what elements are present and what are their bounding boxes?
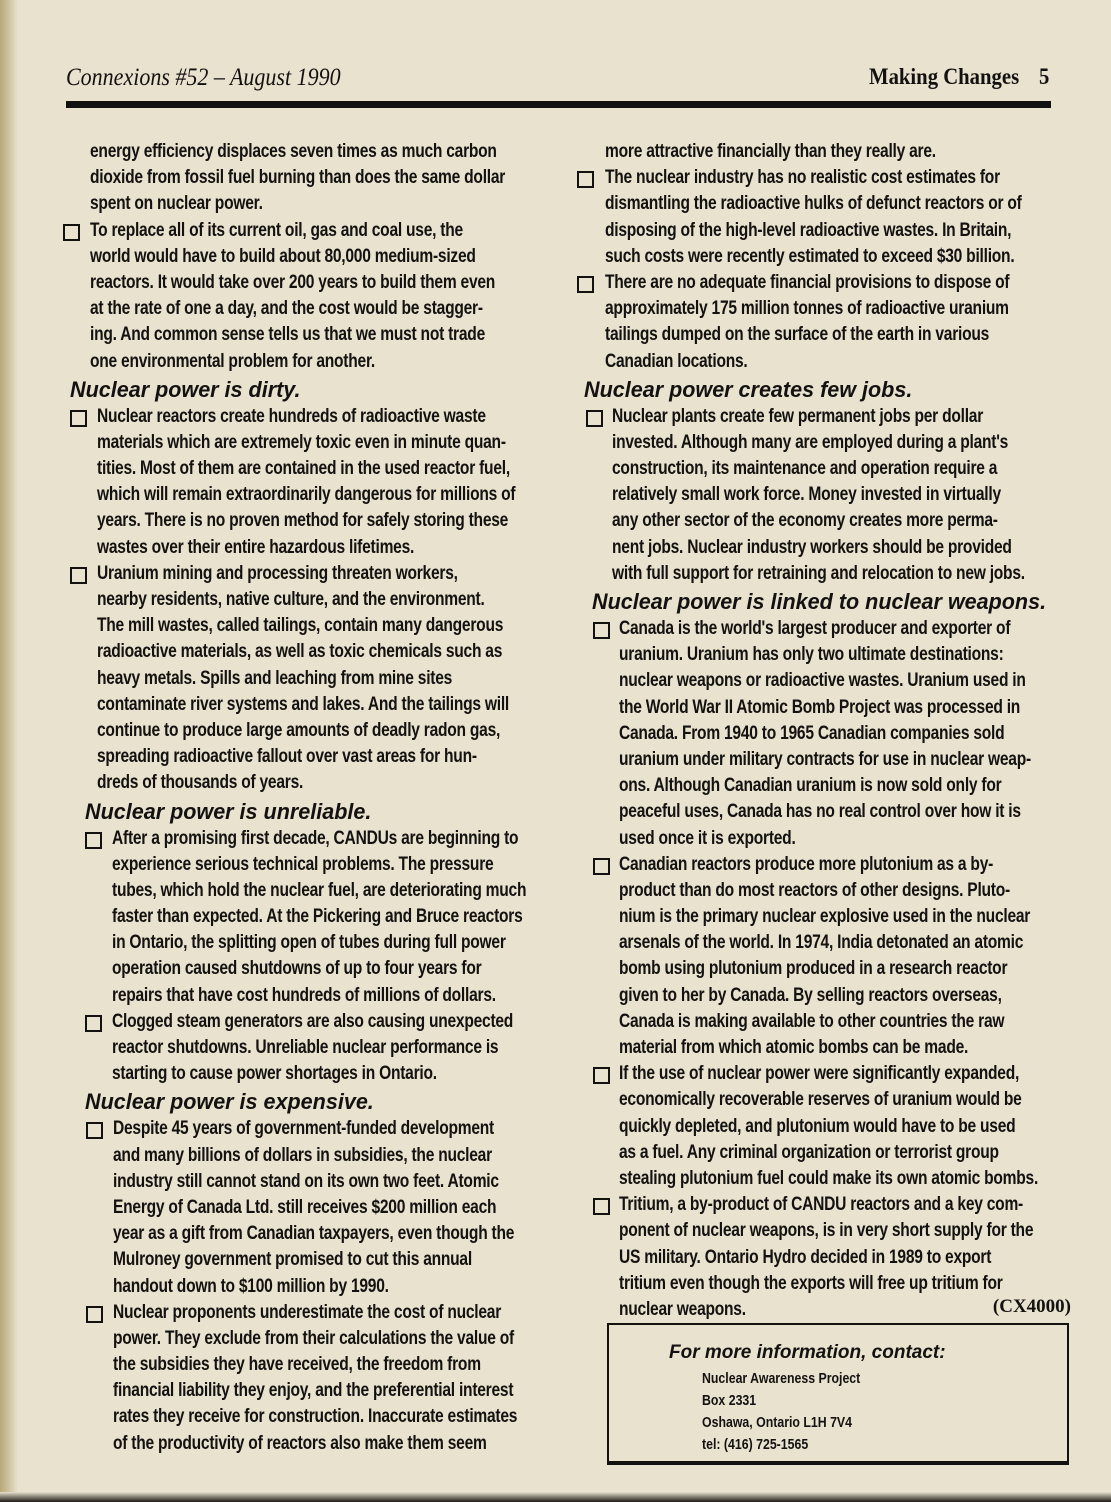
list-item	[0, 1192, 1111, 1323]
text-line: Clogged steam generators are also causing unexpected	[112, 1010, 514, 1032]
text-line: ponent of nuclear weapons, is in very short supply for the	[619, 1220, 1034, 1242]
text-line: disposing of the high-level radioactive wastes. In Britain,	[605, 219, 1012, 241]
text-line: energy efficiency displaces seven times as much carbon	[90, 141, 497, 162]
text-line: year as a gift from Canadian taxpayers, even though the	[113, 1223, 515, 1245]
text-line: contaminate river systems and lakes. And the tailings will	[97, 693, 510, 715]
list-item	[0, 139, 1111, 165]
text-line: materials which are extremely toxic even in minute quan-	[97, 431, 506, 453]
text-line: dismantling the radioactive hulks of defunct reactors or of	[605, 193, 1022, 215]
text-line: dioxide from fossil fuel burning than does the same dollar	[90, 167, 506, 189]
text-line: quickly depleted, and plutonium would have to be used	[619, 1115, 1016, 1137]
text-line: The nuclear industry has no realistic cost estimates for	[605, 167, 1000, 189]
list-item	[0, 616, 1111, 852]
text-line: faster than expected. At the Pickering and Bruce reactors	[112, 906, 523, 928]
list-item	[0, 165, 1111, 270]
list-item	[0, 852, 1111, 1062]
text-line: power. They exclude from their calculations the value of	[113, 1327, 514, 1349]
contact-box	[607, 1323, 1069, 1465]
text-line: used once it is exported.	[619, 827, 796, 849]
section-heading: Nuclear power creates few jobs.	[584, 376, 913, 402]
text-line: tities. Most of them are contained in the used reactor fuel,	[97, 458, 510, 480]
text-line: After a promising first decade, CANDUs are beginning to	[112, 827, 519, 849]
right-column	[0, 139, 1111, 1323]
text-line: starting to cause power shortages in Ontario.	[112, 1063, 437, 1085]
text-line: tubes, which hold the nuclear fuel, are deteriorating much	[112, 879, 527, 901]
text-line: the World War II Atomic Bomb Project was processed in	[619, 696, 1021, 718]
text-line: dreds of thousands of years.	[97, 772, 304, 794]
checkbox-bullet-icon	[577, 171, 594, 188]
text-line: ons. Although Canadian uranium is now sold only for	[619, 775, 1002, 797]
text-line: nent jobs. Nuclear industry workers should be provided	[612, 536, 1012, 558]
checkbox-bullet-icon	[593, 622, 610, 639]
text-line: Canadian locations.	[605, 350, 748, 372]
text-line: nuclear weapons or radioactive wastes. Uranium used in	[619, 670, 1026, 692]
text-line: as a fuel. Any criminal organization or terrorist group	[619, 1141, 999, 1163]
section-heading: Nuclear power is expensive.	[85, 1089, 374, 1115]
text-line: industry still cannot stand on its own two feet. Atomic	[113, 1170, 499, 1192]
section-title	[869, 64, 1049, 90]
section-heading: Nuclear power is unreliable.	[85, 798, 372, 824]
text-line: Nuclear reactors create hundreds of radioactive waste	[97, 405, 486, 427]
text-line: Despite 45 years of government-funded development	[113, 1118, 495, 1140]
text-line: one environmental problem for another.	[90, 350, 375, 372]
contact-org: Nuclear Awareness Project	[702, 1371, 861, 1387]
list-item	[0, 270, 1111, 375]
text-line: economically recoverable reserves of uranium would be	[619, 1089, 1022, 1111]
text-line: at the rate of one a day, and the cost would be stagger-	[90, 298, 483, 320]
list-item	[0, 1061, 1111, 1192]
text-line: Canada. From 1940 to 1965 Canadian companies sold	[619, 722, 1005, 744]
header-rule	[66, 101, 1051, 108]
text-line: uranium. Uranium has only two ultimate destinations:	[619, 644, 1004, 666]
checkbox-bullet-icon	[593, 1198, 610, 1215]
text-line: Nuclear plants create few permanent jobs per dollar	[612, 405, 984, 427]
text-line: Tritium, a by-product of CANDU reactors and a key com-	[619, 1194, 1024, 1216]
text-line: of the productivity of reactors also make them seem	[113, 1432, 487, 1454]
text-line: spent on nuclear power.	[90, 193, 263, 215]
text-line: and many billions of dollars in subsidies, the nuclear	[113, 1144, 492, 1166]
text-line: peaceful uses, Canada has no real control over how it is	[619, 801, 1021, 823]
text-line: heavy metals. Spills and leaching from mine sites	[97, 667, 453, 689]
text-line: more attractive financially than they really are.	[605, 141, 936, 162]
text-line: in Ontario, the splitting open of tubes during full power	[112, 932, 506, 954]
text-line: operation caused shutdowns of up to four years for	[112, 958, 482, 980]
text-line: Mulroney government promised to cut this annual	[113, 1249, 472, 1271]
text-line: nium is the primary nuclear explosive used in the nuclear	[619, 906, 1031, 928]
publication-title: Connexions #52 – August 1990	[66, 64, 341, 91]
checkbox-bullet-icon	[586, 410, 603, 427]
text-line: Energy of Canada Ltd. still receives $200 million each	[113, 1196, 497, 1218]
text-line: Uranium mining and processing threaten workers,	[97, 562, 458, 584]
contact-city: Oshawa, Ontario L1H 7V4	[702, 1415, 853, 1431]
text-line: There are no adequate financial provisions to dispose of	[605, 271, 1010, 293]
text-line: nearby residents, native culture, and the environment.	[97, 589, 485, 610]
checkbox-bullet-icon	[593, 858, 610, 875]
text-line: years. There is no proven method for safely storing these	[97, 510, 509, 532]
text-line: Nuclear proponents underestimate the cost of nuclear	[113, 1301, 502, 1323]
text-line: nuclear weapons.	[619, 1298, 746, 1320]
text-line: wastes over their entire hazardous lifetimes.	[97, 536, 415, 558]
article-credit: (CX4000)	[992, 1296, 1071, 1317]
text-line: relatively small work force. Money invested in virtually	[612, 484, 1001, 506]
text-line: arsenals of the world. In 1974, India detonated an atomic	[619, 932, 1024, 954]
text-line: continue to produce large amounts of deadly radon gas,	[97, 719, 501, 741]
text-line: Canada is the world's largest producer and exporter of	[619, 618, 1011, 639]
contact-title: For more information, contact:	[669, 1342, 946, 1363]
text-line: ing. And common sense tells us that we must not trade	[90, 324, 485, 346]
text-line: with full support for retraining and relocation to new jobs.	[612, 562, 1025, 584]
text-line: bomb using plutonium produced in a research reactor	[619, 958, 1008, 980]
text-line: radioactive materials, as well as toxic chemicals such as	[97, 641, 503, 663]
checkbox-bullet-icon	[593, 1067, 610, 1084]
text-line: any other sector of the economy creates more perma-	[612, 510, 998, 532]
text-line: reactor shutdowns. Unreliable nuclear performance is	[112, 1037, 499, 1058]
checkbox-bullet-icon	[577, 276, 594, 293]
page-number: 5	[1038, 64, 1049, 89]
list-item	[0, 404, 1111, 587]
text-line: invested. Although many are employed during a plant's	[612, 431, 1009, 453]
text-line: approximately 175 million tonnes of radioactive uranium	[605, 298, 1009, 320]
text-line: To replace all of its current oil, gas and coal use, the	[90, 219, 463, 241]
text-line: Canadian reactors produce more plutonium as a by-	[619, 853, 994, 875]
text-line: tritium even though the exports will free up tritium for	[619, 1272, 1003, 1294]
section-name: Making Changes	[868, 64, 1019, 89]
text-line: handout down to $100 million by 1990.	[113, 1275, 389, 1297]
text-line: repairs that have cost hundreds of millions of dollars.	[112, 984, 496, 1006]
section-heading: Nuclear power is dirty.	[70, 376, 301, 402]
section-heading: Nuclear power is linked to nuclear weapons.	[592, 589, 1047, 614]
text-line: world would have to build about 80,000 medium-sized	[90, 245, 476, 267]
contact-phone: tel: (416) 725-1565	[702, 1437, 809, 1453]
text-line: financial liability they enjoy, and the preferential interest	[113, 1380, 514, 1402]
page-edge	[0, 1492, 1111, 1502]
text-line: The mill wastes, called tailings, contain many dangerous	[97, 615, 504, 637]
text-line: experience serious technical problems. The pressure	[112, 853, 494, 875]
text-line: US military. Ontario Hydro decided in 1989 to export	[619, 1246, 992, 1268]
list-item	[0, 1300, 580, 1457]
text-line: given to her by Canada. By selling reactors overseas,	[619, 984, 1002, 1006]
text-line: tailings dumped on the surface of the earth in various	[605, 324, 990, 346]
text-line: construction, its maintenance and operation require a	[612, 458, 998, 480]
text-line: product than do most reactors of other designs. Pluto-	[619, 879, 1010, 901]
text-line: which will remain extraordinarily dangerous for millions of	[97, 484, 516, 506]
contact-box-number: Box 2331	[702, 1393, 757, 1409]
text-line: such costs were recently estimated to exceed $30 billion.	[605, 245, 1015, 267]
text-line: If the use of nuclear power were significantly expanded,	[619, 1063, 1020, 1085]
text-line: material from which atomic bombs can be made.	[619, 1037, 969, 1058]
text-line: the subsidies they have received, the freedom from	[113, 1354, 481, 1376]
text-line: rates they receive for construction. Inaccurate estimates	[113, 1406, 518, 1428]
text-line: stealing plutonium fuel could make its own atomic bombs.	[619, 1167, 1039, 1189]
text-line: Canada is making available to other countries the raw	[619, 1010, 1005, 1032]
text-line: spreading radioactive fallout over vast areas for hun-	[97, 746, 477, 768]
text-line: uranium under military contracts for use in nuclear weap-	[619, 748, 1031, 770]
text-line: reactors. It would take over 200 years to build them even	[90, 271, 496, 293]
